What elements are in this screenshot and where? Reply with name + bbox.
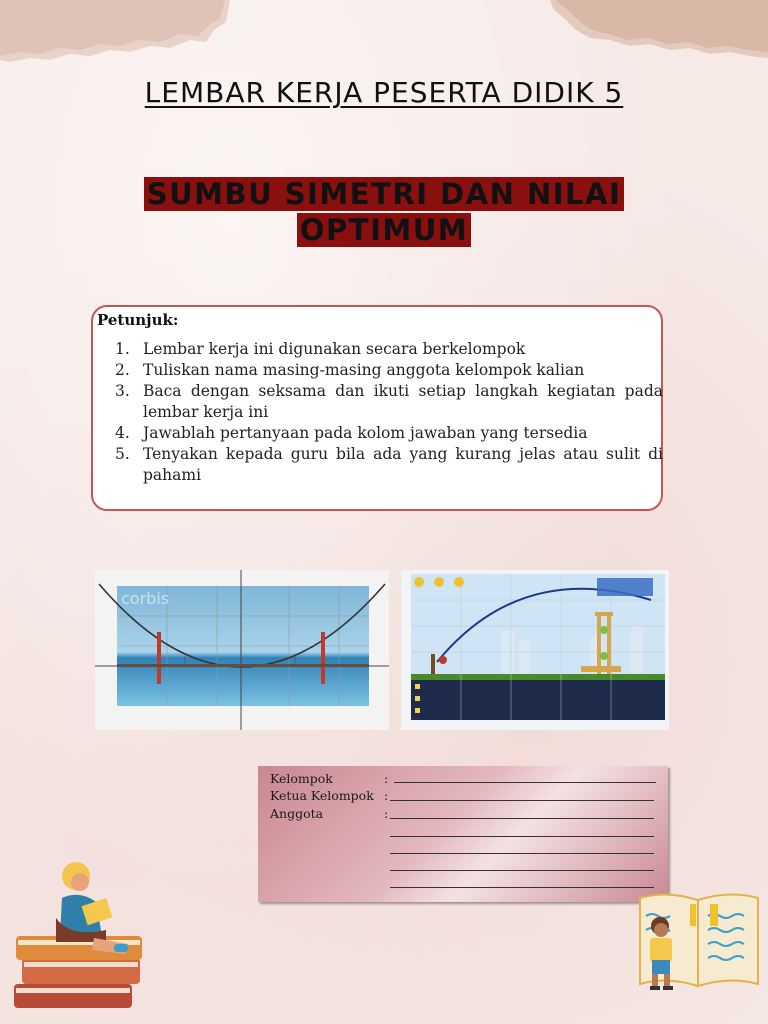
bridge-parabola-image [95, 570, 389, 730]
topic-heading [0, 176, 768, 248]
instructions-heading: Petunjuk: [97, 311, 179, 329]
list-item: 1. Lembar kerja ini digunakan secara berkelompok [115, 340, 526, 358]
kelompok-input-line[interactable] [394, 782, 656, 783]
kelompok-label: Kelompok [270, 771, 333, 786]
ketua-input-line[interactable] [390, 800, 654, 801]
topic-line-2: OPTIMUM [297, 213, 471, 247]
anggota-input-line-4[interactable] [390, 870, 654, 871]
corbis-watermark: corbis [121, 589, 170, 608]
girl-reading-books-illustration [10, 858, 150, 1014]
ketua-label: Ketua Kelompok [270, 788, 374, 803]
anggota-input-line-2[interactable] [390, 836, 654, 837]
boy-with-book-illustration [636, 890, 762, 994]
group-identity-form: Kelompok : Ketua Kelompok : Anggota : [258, 766, 668, 902]
torn-paper-right [540, 0, 768, 62]
anggota-input-line-5[interactable] [390, 887, 654, 888]
torn-paper-left [0, 0, 240, 70]
anggota-input-line-3[interactable] [390, 853, 654, 854]
list-item: 3. Baca dengan seksama dan ikuti setiap langkah kegiatan pada lembar kerja ini [115, 382, 663, 421]
list-item: 2. Tuliskan nama masing-masing anggota kelompok kalian [115, 361, 585, 379]
anggota-label: Anggota [270, 806, 324, 821]
anggota-input-line-1[interactable] [390, 818, 654, 819]
instructions-list [115, 339, 663, 486]
instructions-box [91, 305, 663, 511]
list-item: 5. Tenyakan kepada guru bila ada yang kurang jelas atau sulit di pahami [115, 445, 663, 484]
worksheet-title: LEMBAR KERJA PESERTA DIDIK 5 [144, 76, 624, 109]
projectile-game-image [401, 570, 669, 730]
list-item: 4. Jawablah pertanyaan pada kolom jawaban yang tersedia [115, 424, 588, 442]
topic-line-1: SUMBU SIMETRI DAN NILAI [144, 177, 625, 211]
